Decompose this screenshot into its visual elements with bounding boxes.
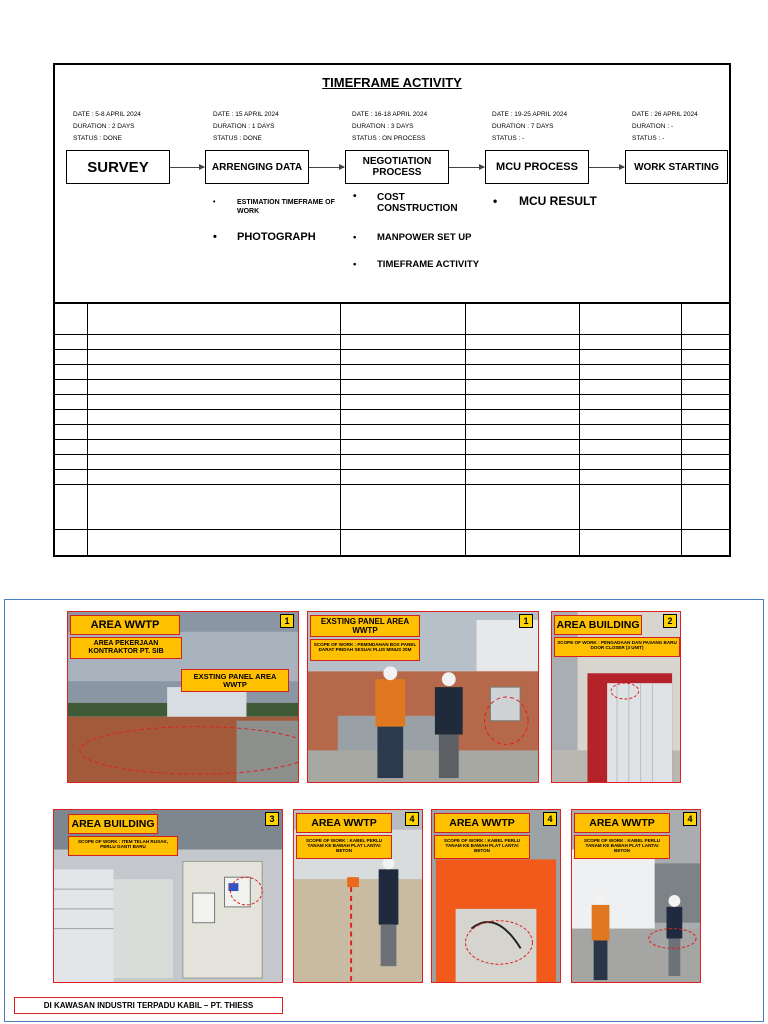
flow-arrow bbox=[309, 167, 344, 168]
bullet-text: ESTIMATION TIMEFRAME OF WORK bbox=[237, 199, 335, 215]
scope-of-work-note: SCOPE OF WORK : KABEL PERLU TANAM KE BAWAH PLAT LANTAI BETON bbox=[296, 835, 392, 859]
scope-of-work-note: SCOPE OF WORK : KABEL PERLU TANAM KE BAWAH PLAT LANTAI BETON bbox=[434, 835, 530, 859]
area-tag: AREA BUILDING bbox=[68, 814, 158, 834]
site-photo-wwtp-overview bbox=[67, 611, 299, 783]
bullet-text: TIMEFRAME ACTIVITY bbox=[377, 259, 480, 270]
stage-box-mcu: MCU PROCESS bbox=[485, 150, 589, 184]
area-tag: AREA WWTP bbox=[434, 813, 530, 833]
bullet-text: MCU RESULT bbox=[519, 194, 597, 208]
flow-arrow bbox=[449, 167, 484, 168]
stage-meta-work bbox=[632, 109, 698, 145]
scope-of-work-note: SCOPE OF WORK : KABEL PERLU TANAM KE BAWAH PLAT LANTAI BETON bbox=[574, 835, 670, 859]
photo-number-badge: 4 bbox=[683, 812, 697, 826]
flow-arrow bbox=[589, 167, 624, 168]
stage-status: STATUS : DONE bbox=[213, 135, 262, 142]
area-tag: EXSTING PANEL AREA WWTP bbox=[310, 615, 420, 637]
stage-duration: DURATION : 2 DAYS bbox=[73, 123, 135, 130]
site-photo-building-door bbox=[551, 611, 681, 783]
site-photo-building-units bbox=[53, 809, 283, 983]
empty-table-grid bbox=[53, 302, 731, 557]
stage-status: STATUS : - bbox=[632, 135, 665, 142]
photo-number-badge: 1 bbox=[519, 614, 533, 628]
stage-meta-arrenging bbox=[213, 109, 279, 145]
bullet-icon: • bbox=[213, 231, 217, 243]
stage-status: STATUS : - bbox=[492, 135, 525, 142]
flow-arrow bbox=[170, 167, 204, 168]
stage-meta-survey bbox=[73, 109, 141, 145]
area-tag: AREA WWTP bbox=[574, 813, 670, 833]
stage-box-arrenging-data: ARRENGING DATA bbox=[205, 150, 309, 184]
site-photo-wwtp-cable-1 bbox=[293, 809, 423, 983]
stage-meta-mcu bbox=[492, 109, 567, 145]
bullet-text: MANPOWER SET UP bbox=[377, 232, 472, 243]
stage-meta-negotiation bbox=[352, 109, 427, 145]
photo-number-badge: 3 bbox=[265, 812, 279, 826]
photo-number-badge: 4 bbox=[543, 812, 557, 826]
stage-date: DATE : 5-8 APRIL 2024 bbox=[73, 111, 141, 118]
photo-number-badge: 1 bbox=[280, 614, 294, 628]
stage-duration: DURATION : 3 DAYS bbox=[352, 123, 414, 130]
area-tag: AREA BUILDING bbox=[554, 615, 642, 635]
bullet-icon: • bbox=[213, 199, 216, 206]
stage-duration: DURATION : 7 DAYS bbox=[492, 123, 554, 130]
stage-status: STATUS : ON PROCESS bbox=[352, 135, 426, 142]
area-label: EXSTING PANEL AREA WWTP bbox=[181, 669, 289, 692]
bullet-text: COST CONSTRUCTION bbox=[377, 192, 458, 214]
stage-date: DATE : 26 APRIL 2024 bbox=[632, 111, 698, 118]
bullet-icon: • bbox=[353, 259, 357, 270]
area-label: AREA PEKERJAAN KONTRAKTOR PT. SIB bbox=[70, 637, 182, 659]
site-photo-wwtp-cable-3 bbox=[571, 809, 701, 983]
stage-box-work-starting: WORK STARTING bbox=[625, 150, 728, 184]
construction-site-image bbox=[308, 612, 538, 782]
stage-status: STATUS : DONE bbox=[73, 135, 122, 142]
area-tag: AREA WWTP bbox=[70, 615, 180, 635]
bullet-icon: • bbox=[493, 194, 498, 208]
bullet-icon: • bbox=[353, 191, 357, 202]
stage-box-negotiation: NEGOTIATION PROCESS bbox=[345, 150, 449, 184]
stage-date: DATE : 19-25 APRIL 2024 bbox=[492, 111, 568, 118]
page-title: TIMEFRAME ACTIVITY bbox=[322, 75, 462, 90]
location-caption: DI KAWASAN INDUSTRI TERPADU KABIL – PT. THIESS bbox=[14, 997, 283, 1014]
stage-duration: DURATION : - bbox=[632, 123, 674, 130]
photo-number-badge: 2 bbox=[663, 614, 677, 628]
scope-of-work-note: SCOPE OF WORK : PEMINDAHAN BOX PANEL DARAT PINDAH SESUAI PLUS MINUS 20M bbox=[310, 639, 420, 661]
site-photo-wwtp-cable-2 bbox=[431, 809, 561, 983]
scope-of-work-note: SCOPE OF WORK : ITEM TELAH RUSAK, PERLU GANTI BARU bbox=[68, 836, 178, 856]
site-photo-existing-panel bbox=[307, 611, 539, 783]
stage-duration: DURATION : 1 DAYS bbox=[213, 123, 275, 130]
photo-number-badge: 4 bbox=[405, 812, 419, 826]
stage-date: DATE : 16-18 APRIL 2024 bbox=[352, 111, 428, 118]
bullet-text: PHOTOGRAPH bbox=[237, 231, 316, 243]
stage-date: DATE : 15 APRIL 2024 bbox=[213, 111, 279, 118]
scope-of-work-note: SCOPE OF WORK : PENGADAAN DAN PASANG BARU DOOR CLOSER (3 UNIT) bbox=[554, 637, 680, 657]
area-tag: AREA WWTP bbox=[296, 813, 392, 833]
stage-box-survey: SURVEY bbox=[66, 150, 170, 184]
bullet-icon: • bbox=[353, 232, 357, 243]
